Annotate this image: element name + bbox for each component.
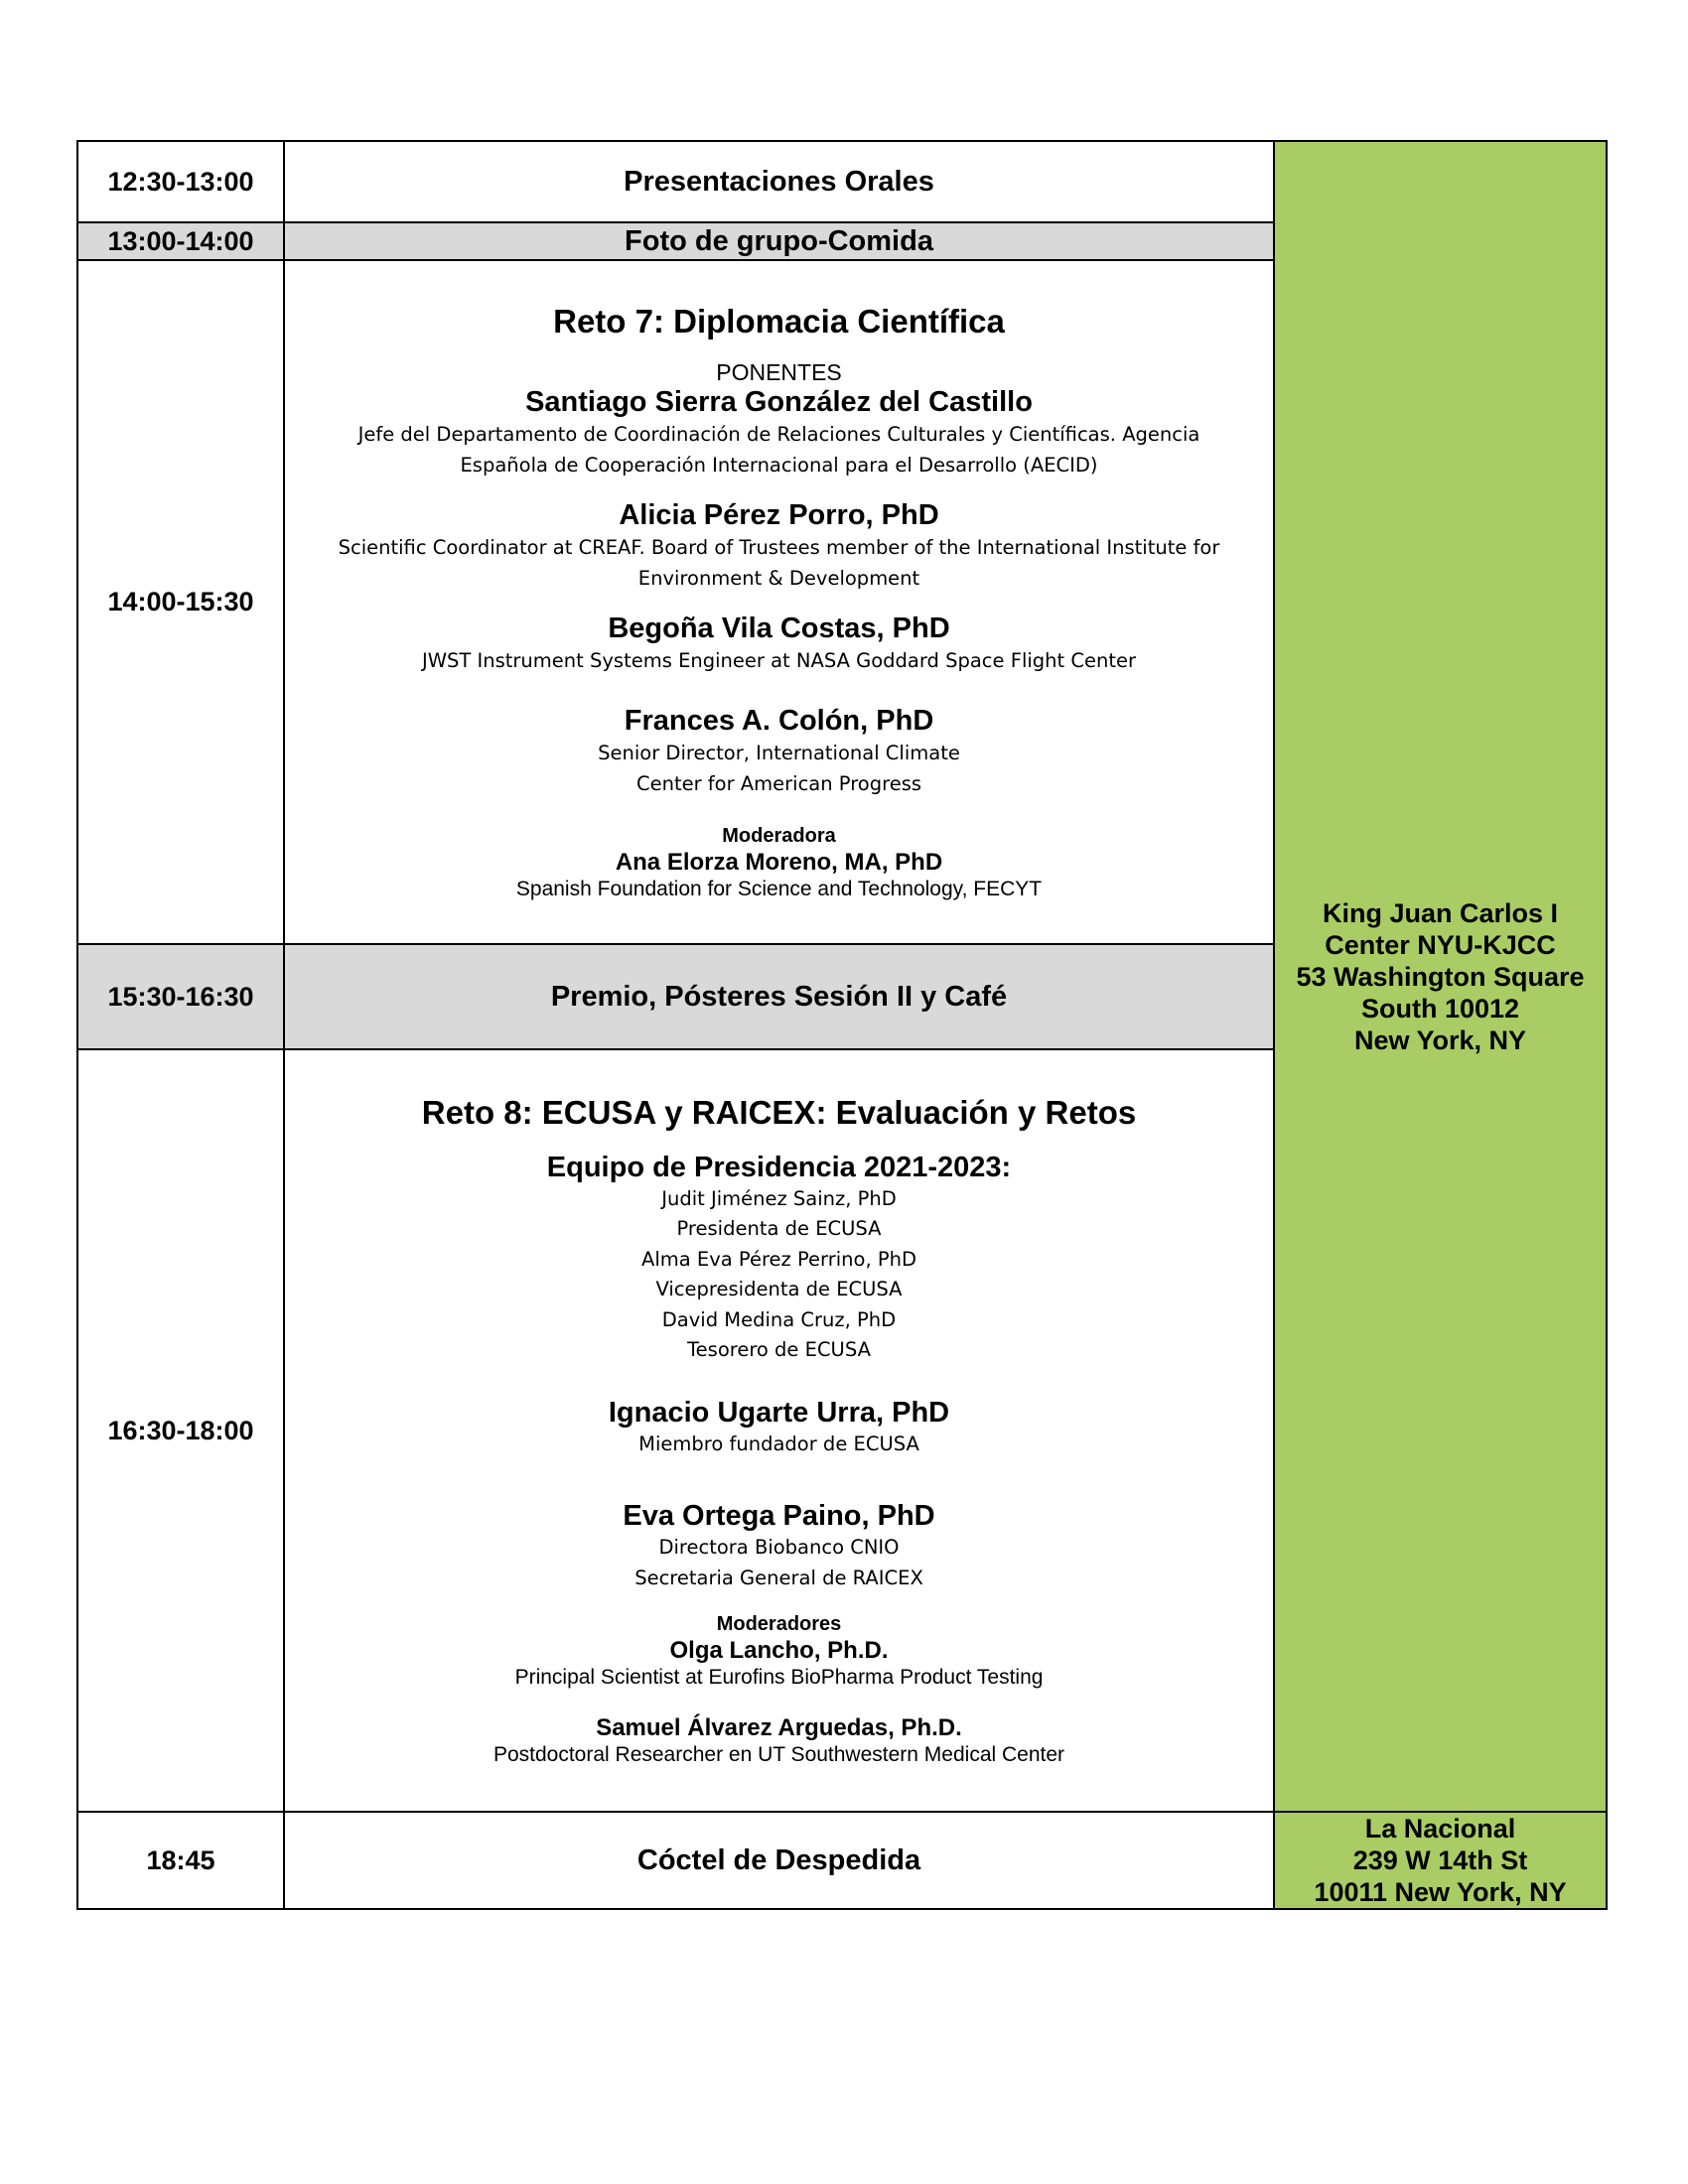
speaker-name: Eva Ortega Paino, PhD bbox=[623, 1500, 935, 1533]
schedule-row bbox=[77, 1812, 1607, 1909]
speaker-name: Ignacio Ugarte Urra, PhD bbox=[608, 1396, 950, 1429]
schedule-row bbox=[77, 141, 1607, 222]
moderator-affiliation: Principal Scientist at Eurofins BioPharma Product Testing bbox=[514, 1666, 1044, 1690]
speaker-affiliation: Scientific Coordinator at CREAF. Board of Trustees member of the International Institute for bbox=[338, 536, 1220, 559]
moderator-affiliation: Spanish Foundation for Science and Technology, FECYT bbox=[515, 878, 1043, 900]
time-cell: 13:00-14:00 bbox=[77, 222, 284, 260]
event-title: Premio, Pósteres Sesión II y Café bbox=[284, 944, 1274, 1049]
team-line: Tesorero de ECUSA bbox=[687, 1338, 871, 1362]
moderators-label: Moderadores bbox=[716, 1613, 842, 1636]
team-title: Equipo de Presidencia 2021-2023: bbox=[546, 1151, 1012, 1183]
event-title: Presentaciones Orales bbox=[284, 141, 1274, 222]
venue-line: King Juan Carlos I bbox=[1322, 897, 1559, 928]
venue-line: South 10012 bbox=[1360, 993, 1520, 1024]
speaker-name: Frances A. Colón, PhD bbox=[624, 705, 934, 737]
session-title: Reto 8: ECUSA y RAICEX: Evaluación y Retos bbox=[421, 1093, 1137, 1131]
team-line: Vicepresidenta de ECUSA bbox=[655, 1278, 903, 1301]
time-cell: 15:30-16:30 bbox=[77, 944, 284, 1049]
speaker-affiliation: Española de Cooperación Internacional para el Desarrollo (AECID) bbox=[460, 454, 1098, 477]
speaker-affiliation: Miembro fundador de ECUSA bbox=[638, 1432, 919, 1455]
event-title: Foto de grupo-Comida bbox=[284, 222, 1274, 260]
speaker-name: Santiago Sierra González del Castillo bbox=[525, 386, 1033, 418]
time-cell: 12:30-13:00 bbox=[77, 141, 284, 222]
speaker-affiliation: Senior Director, International Climate bbox=[598, 742, 960, 764]
time-cell: 16:30-18:00 bbox=[77, 1049, 284, 1812]
speaker-affiliation: Center for American Progress bbox=[635, 772, 922, 795]
team-line: Alma Eva Pérez Perrino, PhD bbox=[641, 1247, 916, 1271]
venue-line: 53 Washington Square bbox=[1296, 961, 1585, 992]
time-cell: 14:00-15:30 bbox=[77, 260, 284, 944]
speaker-affiliation: JWST Instrument Systems Engineer at NASA Goddard Space Flight Center bbox=[421, 649, 1136, 672]
team-line: David Medina Cruz, PhD bbox=[661, 1307, 897, 1331]
venue-cell bbox=[1274, 1812, 1607, 1909]
venue-line: 239 W 14th St bbox=[1352, 1845, 1528, 1875]
session-title: Reto 7: Diplomacia Científica bbox=[553, 303, 1005, 340]
venue-cell bbox=[1274, 141, 1607, 1812]
speaker-name: Alicia Pérez Porro, PhD bbox=[619, 499, 939, 531]
team-line: Presidenta de ECUSA bbox=[676, 1217, 882, 1241]
session-cell bbox=[284, 1049, 1274, 1812]
speaker-affiliation: Directora Biobanco CNIO bbox=[658, 1536, 900, 1560]
speaker-name: Begoña Vila Costas, PhD bbox=[608, 613, 950, 644]
moderator-name: Ana Elorza Moreno, MA, PhD bbox=[615, 849, 943, 876]
venue-line: New York, NY bbox=[1353, 1024, 1527, 1055]
team-line: Judit Jiménez Sainz, PhD bbox=[661, 1186, 897, 1210]
schedule-table bbox=[76, 140, 1608, 1910]
venue-line: La Nacional bbox=[1364, 1814, 1516, 1843]
venue-line: Center NYU-KJCC bbox=[1325, 929, 1556, 960]
moderator-name: Samuel Álvarez Arguedas, Ph.D. bbox=[596, 1714, 962, 1742]
event-title: Cóctel de Despedida bbox=[284, 1812, 1274, 1909]
moderator-affiliation: Postdoctoral Researcher en UT Southwestern Medical Center bbox=[492, 1743, 1065, 1767]
speakers-label: PONENTES bbox=[716, 359, 842, 385]
moderator-name: Olga Lancho, Ph.D. bbox=[669, 1637, 889, 1665]
moderator-label: Moderadora bbox=[722, 825, 836, 847]
venue-line: 10011 New York, NY bbox=[1314, 1877, 1567, 1907]
time-cell: 18:45 bbox=[77, 1812, 284, 1909]
speaker-affiliation: Environment & Development bbox=[637, 567, 920, 590]
session-cell bbox=[284, 260, 1274, 944]
speaker-affiliation: Secretaria General de RAICEX bbox=[634, 1566, 923, 1589]
speaker-affiliation: Jefe del Departamento de Coordinación de Relaciones Culturales y Científicas. Agencia bbox=[357, 423, 1200, 446]
